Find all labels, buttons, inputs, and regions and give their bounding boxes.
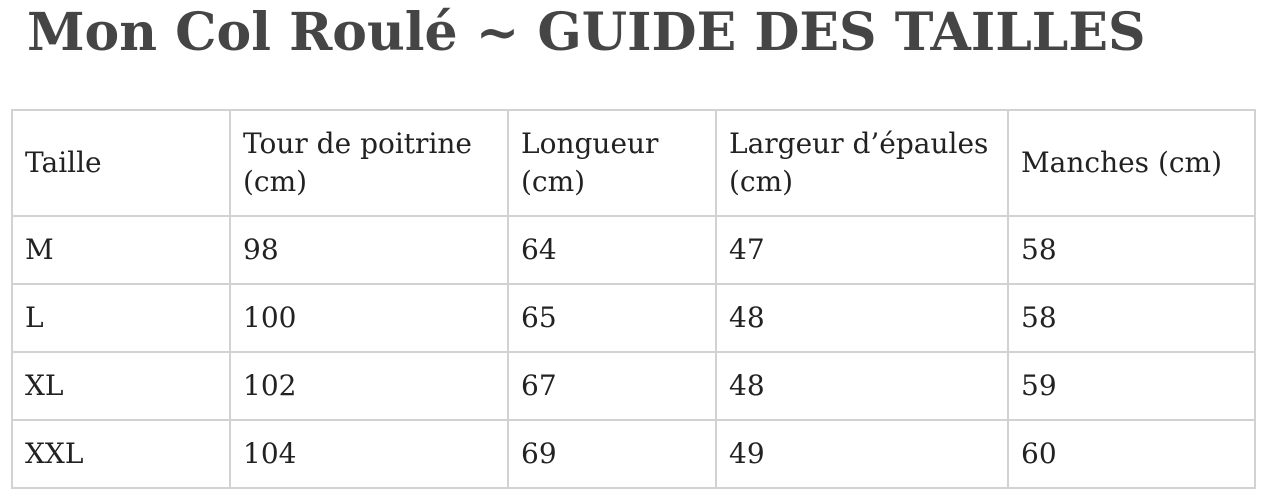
cell-longueur: 69 <box>508 420 716 488</box>
header-tour-de-poitrine: Tour de poitrine (cm) <box>230 110 508 216</box>
table-row <box>12 284 1255 352</box>
cell-manches: 59 <box>1008 352 1255 420</box>
cell-manches: 60 <box>1008 420 1255 488</box>
size-guide-table <box>11 109 1256 489</box>
cell-largeur-epaules: 48 <box>716 352 1008 420</box>
table-header-row <box>12 110 1255 216</box>
table-row <box>12 216 1255 284</box>
table-row <box>12 420 1255 488</box>
cell-manches: 58 <box>1008 284 1255 352</box>
header-largeur-epaules: Largeur d’épaules (cm) <box>716 110 1008 216</box>
cell-taille: XXL <box>12 420 230 488</box>
cell-tour-de-poitrine: 104 <box>230 420 508 488</box>
cell-largeur-epaules: 48 <box>716 284 1008 352</box>
cell-longueur: 65 <box>508 284 716 352</box>
page-title: Mon Col Roulé ~ GUIDE DES TAILLES <box>27 2 1146 63</box>
cell-taille: L <box>12 284 230 352</box>
cell-longueur: 64 <box>508 216 716 284</box>
cell-largeur-epaules: 47 <box>716 216 1008 284</box>
header-longueur: Longueur (cm) <box>508 110 716 216</box>
cell-taille: M <box>12 216 230 284</box>
cell-manches: 58 <box>1008 216 1255 284</box>
cell-tour-de-poitrine: 98 <box>230 216 508 284</box>
cell-tour-de-poitrine: 100 <box>230 284 508 352</box>
header-taille: Taille <box>12 110 230 216</box>
table-row <box>12 352 1255 420</box>
cell-longueur: 67 <box>508 352 716 420</box>
cell-tour-de-poitrine: 102 <box>230 352 508 420</box>
cell-taille: XL <box>12 352 230 420</box>
header-manches: Manches (cm) <box>1008 110 1255 216</box>
cell-largeur-epaules: 49 <box>716 420 1008 488</box>
